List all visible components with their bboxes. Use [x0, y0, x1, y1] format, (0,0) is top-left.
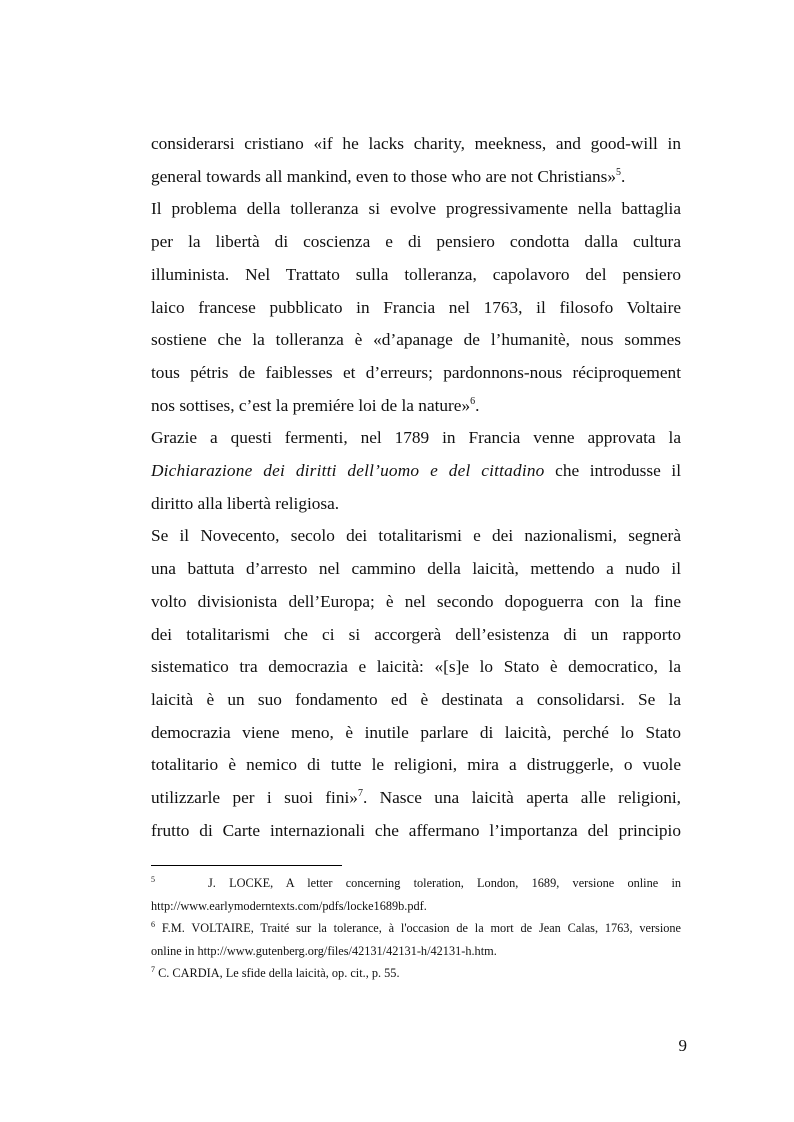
text-line: volto divisionista dell’Europa; è nel secondo dopoguerra con la fine: [151, 591, 681, 611]
text-line: per la libertà di coscienza e di pensiero condotta dalla cultura: [151, 232, 681, 252]
footnote-ref-5[interactable]: 5: [616, 166, 622, 178]
footnote-ref-6[interactable]: 6: [470, 395, 476, 407]
footnote-5-link[interactable]: http://www.earlymoderntexts.com/pdfs/locke1689b.pdf.: [151, 898, 427, 913]
text-line: Grazie a questi fermenti, nel 1789 in Francia venne approvata la: [151, 428, 681, 448]
text-line: sostiene che la tolleranza è «d’apanage de l’humanitè, nous sommes: [151, 330, 681, 350]
text-line: laicità è un suo fondamento ed è destinata a consolidarsi. Se la: [151, 689, 681, 709]
text-line: Se il Novecento, secolo dei totalitarismi e dei nazionalismi, segnerà: [151, 526, 681, 546]
text-line: Dichiarazione dei diritti dell’uomo e del cittadino che introdusse il: [151, 461, 682, 481]
footnote-6: $^6$ F.M. VOLTAIRE, Traité sur la tolerance, à l'occasion de la mort de Jean Calas, 1763, versione: [151, 920, 681, 936]
footnotes: [151, 872, 681, 985]
text-line: democrazia viene meno, è inutile parlare di laicità, perché lo Stato: [151, 722, 681, 742]
text-line: sistematico tra democrazia e laicità: «[s]e lo Stato è democratico, la: [151, 657, 681, 677]
text-line: una battuta d’arresto nel cammino della laicità, mettendo a nudo il: [151, 559, 681, 579]
text-line: nos sottises, c’est la premiére loi de la nature»$^6$.: [151, 395, 480, 415]
footnote-separator: [151, 865, 342, 866]
footnote-6-link[interactable]: online in http://www.gutenberg.org/files/42131/42131-h/42131-h.htm.: [151, 943, 497, 958]
text-line: utilizzarle per i suoi fini»$^7$. Nasce una laicità aperta alle religioni,: [151, 788, 681, 808]
text-line: Il problema della tolleranza si evolve progressivamente nella battaglia: [151, 199, 681, 219]
text-line: dei totalitarismi che ci si accorgerà dell’esistenza di un rapporto: [151, 624, 681, 644]
text-line: diritto alla libertà religiosa.: [151, 493, 340, 513]
text-line: totalitario è nemico di tutte le religioni, mira a distruggerle, o vuole: [151, 755, 681, 775]
footnote-7: $^7$ C. CARDIA, Le sfide della laicità, op. cit., p. 55.: [151, 965, 400, 981]
footnote-number: 6: [151, 920, 155, 930]
text-line: frutto di Carte internazionali che affermano l’importanza del principio: [151, 820, 681, 840]
page-number: 9: [678, 1036, 687, 1055]
footnote-number: 5: [151, 874, 155, 884]
text-line: considerarsi cristiano «if he lacks charity, meekness, and good-will in: [151, 134, 681, 153]
footnote-ref-7[interactable]: 7: [357, 788, 363, 800]
text-line: laico francese pubblicato in Francia nel 1763, il filosofo Voltaire: [151, 297, 681, 317]
text-line: general towards all mankind, even to those who are not Christians»$^5$.: [151, 166, 626, 186]
declaration-title: Dichiarazione dei diritti dell’uomo e del cittadino: [151, 461, 545, 481]
main-text: [151, 128, 681, 847]
text-line: tous pétris de faiblesses et d’erreurs; pardonnons-nous réciproquement: [151, 362, 681, 382]
text-line: illuminista. Nel Trattato sulla tolleranza, capolavoro del pensiero: [151, 264, 681, 284]
footnote-5: $^5$ J. LOCKE, A letter concerning toleration, London, 1689, versione online in: [151, 874, 682, 890]
footnote-number: 7: [151, 965, 155, 975]
